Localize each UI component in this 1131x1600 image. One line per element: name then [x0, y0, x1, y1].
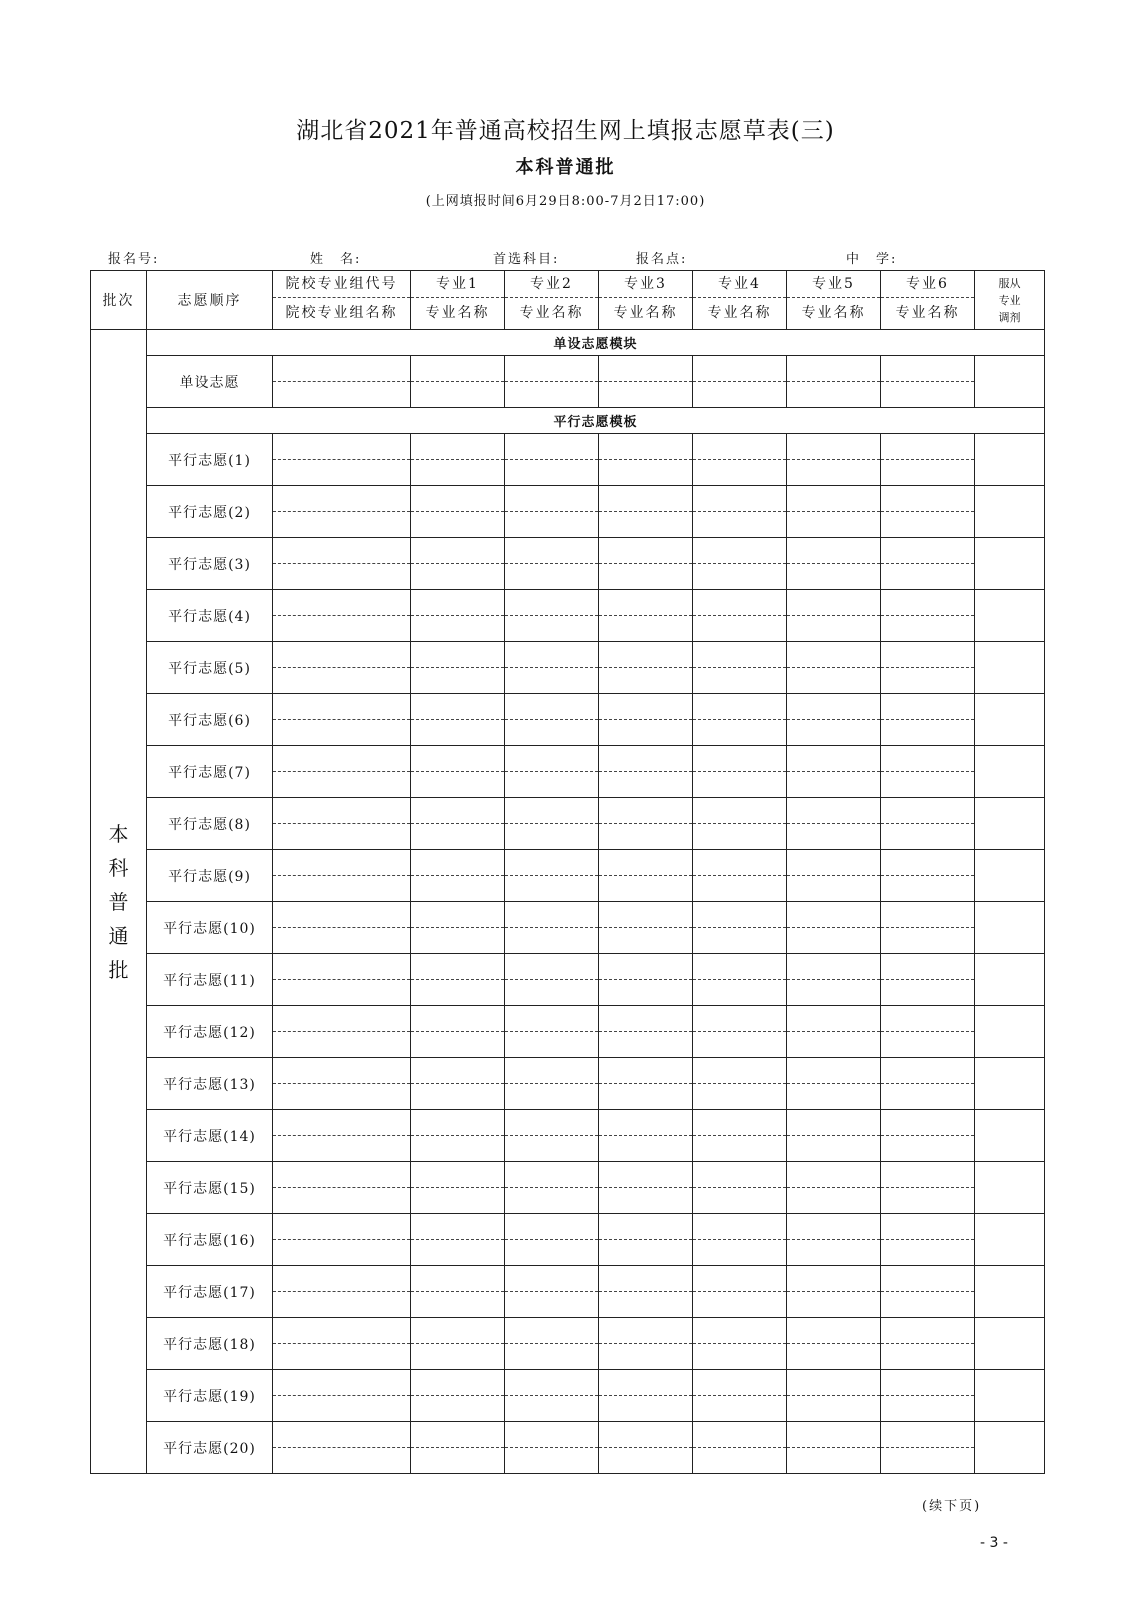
form-title: 湖北省2021年普通高校招生网上填报志愿草表(三) — [296, 118, 835, 144]
parallel-preference-label: 平行志愿(17) — [147, 1266, 273, 1318]
group-input-cell[interactable] — [273, 642, 411, 694]
major-input-cell[interactable] — [505, 538, 599, 590]
major-input-cell[interactable] — [599, 850, 693, 902]
major-input-cell[interactable] — [693, 850, 787, 902]
group-input-cell[interactable] — [273, 590, 411, 642]
major-input-cell[interactable] — [881, 694, 975, 746]
parallel-preference-row — [91, 1162, 1045, 1214]
obey-adjust-header: 服从专业调剂 — [975, 271, 1045, 330]
parallel-preference-row — [91, 1110, 1045, 1162]
major-input-cell[interactable] — [881, 1162, 975, 1214]
major-input-cell[interactable] — [881, 642, 975, 694]
group-input-cell[interactable] — [273, 356, 411, 408]
school-label: 中 学: — [846, 252, 898, 267]
parallel-preference-label: 平行志愿(14) — [147, 1110, 273, 1162]
major-input-cell[interactable] — [599, 746, 693, 798]
major-input-cell[interactable] — [693, 486, 787, 538]
major-input-cell[interactable] — [881, 486, 975, 538]
major-input-cell[interactable] — [505, 694, 599, 746]
parallel-preference-label: 平行志愿(19) — [147, 1370, 273, 1422]
reg-no-label: 报名号: — [108, 252, 160, 267]
major-input-cell[interactable] — [505, 642, 599, 694]
major-input-cell[interactable] — [411, 1370, 505, 1422]
major-input-cell[interactable] — [881, 1266, 975, 1318]
major-input-cell[interactable] — [787, 356, 881, 408]
subject-label: 首选科目: — [493, 252, 560, 267]
parallel-preference-label: 平行志愿(12) — [147, 1006, 273, 1058]
parallel-preference-row — [91, 1266, 1045, 1318]
major-input-cell[interactable] — [505, 1370, 599, 1422]
major-input-cell[interactable] — [505, 590, 599, 642]
major-input-cell[interactable] — [881, 798, 975, 850]
parallel-preference-label: 平行志愿(5) — [147, 642, 273, 694]
major-input-cell[interactable] — [693, 798, 787, 850]
major-input-cell[interactable] — [599, 798, 693, 850]
parallel-preference-label: 平行志愿(15) — [147, 1162, 273, 1214]
major-input-cell[interactable] — [411, 1266, 505, 1318]
major-input-cell[interactable] — [787, 1006, 881, 1058]
group-input-cell[interactable] — [273, 1006, 411, 1058]
group-input-cell[interactable] — [273, 1370, 411, 1422]
obey-adjust-cell[interactable] — [975, 1266, 1045, 1318]
group-input-cell[interactable] — [273, 434, 411, 486]
obey-adjust-cell[interactable] — [975, 356, 1045, 408]
major-3-header: 专业3 专业名称 — [599, 271, 693, 330]
major-input-cell[interactable] — [505, 1006, 599, 1058]
parallel-preference-row — [91, 1214, 1045, 1266]
filing-period: (上网填报时间6月29日8:00-7月2日17:00) — [425, 194, 706, 209]
major-input-cell[interactable] — [505, 1058, 599, 1110]
obey-adjust-cell[interactable] — [975, 1162, 1045, 1214]
parallel-preference-row — [91, 1370, 1045, 1422]
major-input-cell[interactable] — [505, 486, 599, 538]
major-input-cell[interactable] — [411, 538, 505, 590]
parallel-preference-row — [91, 902, 1045, 954]
obey-adjust-cell[interactable] — [975, 434, 1045, 486]
group-header — [273, 271, 411, 330]
parallel-preference-row — [91, 746, 1045, 798]
major-input-cell[interactable] — [411, 434, 505, 486]
major-input-cell[interactable] — [599, 1318, 693, 1370]
major-input-cell[interactable] — [411, 694, 505, 746]
major-input-cell[interactable] — [787, 1110, 881, 1162]
major-4-header: 专业4 专业名称 — [693, 271, 787, 330]
major-input-cell[interactable] — [505, 1318, 599, 1370]
parallel-preference-row — [91, 642, 1045, 694]
obey-adjust-cell[interactable] — [975, 538, 1045, 590]
group-input-cell[interactable] — [273, 1318, 411, 1370]
obey-adjust-cell[interactable] — [975, 746, 1045, 798]
major-input-cell[interactable] — [881, 902, 975, 954]
parallel-preference-label: 平行志愿(16) — [147, 1214, 273, 1266]
continued-note: (续下页) — [922, 1499, 982, 1514]
obey-adjust-cell[interactable] — [975, 694, 1045, 746]
major-5-header: 专业5 专业名称 — [787, 271, 881, 330]
major-input-cell[interactable] — [411, 1058, 505, 1110]
major-input-cell[interactable] — [881, 538, 975, 590]
major-input-cell[interactable] — [505, 1110, 599, 1162]
obey-adjust-cell[interactable] — [975, 1422, 1045, 1474]
major-input-cell[interactable] — [693, 1162, 787, 1214]
major-input-cell[interactable] — [881, 434, 975, 486]
major-input-cell[interactable] — [881, 1006, 975, 1058]
major-input-cell[interactable] — [693, 1110, 787, 1162]
major-input-cell[interactable] — [787, 1266, 881, 1318]
major-input-cell[interactable] — [881, 356, 975, 408]
major-input-cell[interactable] — [787, 850, 881, 902]
major-input-cell[interactable] — [881, 954, 975, 1006]
major-input-cell[interactable] — [787, 434, 881, 486]
obey-adjust-cell[interactable] — [975, 850, 1045, 902]
major-input-cell[interactable] — [411, 954, 505, 1006]
single-module-title: 单设志愿模块 — [147, 330, 1045, 356]
major-input-cell[interactable] — [599, 538, 693, 590]
major-input-cell[interactable] — [411, 1006, 505, 1058]
obey-adjust-cell[interactable] — [975, 954, 1045, 1006]
group-input-cell[interactable] — [273, 850, 411, 902]
major-input-cell[interactable] — [787, 1162, 881, 1214]
parallel-preference-row — [91, 694, 1045, 746]
page-number: - 3 - — [980, 1535, 1008, 1551]
batch-cell — [91, 330, 147, 1474]
obey-adjust-cell[interactable] — [975, 486, 1045, 538]
name-label: 姓 名: — [310, 252, 362, 267]
major-input-cell[interactable] — [599, 1110, 693, 1162]
obey-adjust-cell[interactable] — [975, 902, 1045, 954]
obey-adjust-cell[interactable] — [975, 1214, 1045, 1266]
parallel-preference-row — [91, 1422, 1045, 1474]
major-input-cell[interactable] — [411, 590, 505, 642]
parallel-preference-label: 平行志愿(2) — [147, 486, 273, 538]
major-input-cell[interactable] — [881, 1110, 975, 1162]
major-input-cell[interactable] — [693, 590, 787, 642]
major-input-cell[interactable] — [411, 1162, 505, 1214]
major-input-cell[interactable] — [787, 902, 881, 954]
major-input-cell[interactable] — [599, 434, 693, 486]
major-input-cell[interactable] — [599, 1214, 693, 1266]
major-input-cell[interactable] — [787, 798, 881, 850]
obey-adjust-cell[interactable] — [975, 1318, 1045, 1370]
parallel-preference-label: 平行志愿(9) — [147, 850, 273, 902]
major-input-cell[interactable] — [693, 746, 787, 798]
major-input-cell[interactable] — [787, 1214, 881, 1266]
single-module-row — [91, 330, 1045, 356]
major-input-cell[interactable] — [599, 356, 693, 408]
major-input-cell[interactable] — [505, 954, 599, 1006]
obey-adjust-cell[interactable] — [975, 1370, 1045, 1422]
major-input-cell[interactable] — [505, 356, 599, 408]
parallel-preference-label: 平行志愿(11) — [147, 954, 273, 1006]
major-input-cell[interactable] — [505, 1214, 599, 1266]
parallel-preference-label: 平行志愿(4) — [147, 590, 273, 642]
major-2-header: 专业2 专业名称 — [505, 271, 599, 330]
major-input-cell[interactable] — [693, 642, 787, 694]
major-input-cell[interactable] — [693, 1266, 787, 1318]
parallel-preference-label: 平行志愿(10) — [147, 902, 273, 954]
major-input-cell[interactable] — [693, 1006, 787, 1058]
parallel-module-title: 平行志愿模板 — [147, 408, 1045, 434]
major-input-cell[interactable] — [411, 850, 505, 902]
major-input-cell[interactable] — [505, 1162, 599, 1214]
major-input-cell[interactable] — [505, 902, 599, 954]
parallel-preference-label: 平行志愿(13) — [147, 1058, 273, 1110]
major-input-cell[interactable] — [599, 1422, 693, 1474]
obey-adjust-cell[interactable] — [975, 798, 1045, 850]
single-preference-row — [91, 356, 1045, 408]
major-input-cell[interactable] — [881, 1422, 975, 1474]
major-input-cell[interactable] — [693, 1422, 787, 1474]
parallel-preference-label: 平行志愿(1) — [147, 434, 273, 486]
major-input-cell[interactable] — [505, 798, 599, 850]
major-input-cell[interactable] — [787, 590, 881, 642]
group-name-header: 院校专业组名称 — [285, 305, 398, 321]
major-input-cell[interactable] — [881, 1318, 975, 1370]
parallel-preference-label: 平行志愿(3) — [147, 538, 273, 590]
major-input-cell[interactable] — [599, 1162, 693, 1214]
major-input-cell[interactable] — [693, 954, 787, 1006]
order-header: 志愿顺序 — [147, 271, 273, 330]
major-input-cell[interactable] — [411, 1214, 505, 1266]
major-input-cell[interactable] — [411, 1422, 505, 1474]
obey-adjust-cell[interactable] — [975, 1110, 1045, 1162]
major-input-cell[interactable] — [599, 954, 693, 1006]
major-input-cell[interactable] — [505, 1266, 599, 1318]
major-input-cell[interactable] — [599, 590, 693, 642]
parallel-preference-row — [91, 590, 1045, 642]
major-input-cell[interactable] — [693, 1058, 787, 1110]
group-input-cell[interactable] — [273, 1162, 411, 1214]
major-input-cell[interactable] — [787, 1370, 881, 1422]
major-input-cell[interactable] — [411, 642, 505, 694]
major-input-cell[interactable] — [787, 486, 881, 538]
major-input-cell[interactable] — [693, 434, 787, 486]
obey-adjust-cell[interactable] — [975, 642, 1045, 694]
parallel-module-row — [91, 408, 1045, 434]
major-input-cell[interactable] — [411, 902, 505, 954]
major-input-cell[interactable] — [599, 1058, 693, 1110]
major-input-cell[interactable] — [881, 850, 975, 902]
major-input-cell[interactable] — [693, 1318, 787, 1370]
major-input-cell[interactable] — [411, 1110, 505, 1162]
major-input-cell[interactable] — [411, 356, 505, 408]
header-row — [91, 271, 1045, 330]
parallel-preference-label: 平行志愿(20) — [147, 1422, 273, 1474]
parallel-preference-row — [91, 1006, 1045, 1058]
major-1-header: 专业1 专业名称 — [411, 271, 505, 330]
parallel-preference-row — [91, 954, 1045, 1006]
parallel-preference-row — [91, 1318, 1045, 1370]
major-input-cell[interactable] — [411, 798, 505, 850]
major-input-cell[interactable] — [787, 694, 881, 746]
group-input-cell[interactable] — [273, 1214, 411, 1266]
group-input-cell[interactable] — [273, 694, 411, 746]
major-input-cell[interactable] — [599, 694, 693, 746]
major-input-cell[interactable] — [693, 538, 787, 590]
major-input-cell[interactable] — [787, 1318, 881, 1370]
batch-label: 本 科 普 通 批 — [108, 821, 129, 982]
major-input-cell[interactable] — [411, 1318, 505, 1370]
obey-adjust-cell[interactable] — [975, 1058, 1045, 1110]
group-input-cell[interactable] — [273, 798, 411, 850]
major-input-cell[interactable] — [411, 486, 505, 538]
preference-table — [90, 270, 1045, 1474]
parallel-preference-row — [91, 434, 1045, 486]
major-input-cell[interactable] — [599, 486, 693, 538]
major-input-cell[interactable] — [599, 1006, 693, 1058]
major-input-cell[interactable] — [881, 590, 975, 642]
parallel-preference-row — [91, 1058, 1045, 1110]
group-input-cell[interactable] — [273, 538, 411, 590]
major-input-cell[interactable] — [693, 694, 787, 746]
major-input-cell[interactable] — [787, 538, 881, 590]
group-input-cell[interactable] — [273, 746, 411, 798]
group-input-cell[interactable] — [273, 1110, 411, 1162]
parallel-preference-row — [91, 798, 1045, 850]
single-preference-label: 单设志愿 — [147, 356, 273, 408]
major-input-cell[interactable] — [693, 356, 787, 408]
major-input-cell[interactable] — [881, 746, 975, 798]
parallel-preference-row — [91, 850, 1045, 902]
parallel-preference-row — [91, 538, 1045, 590]
major-input-cell[interactable] — [599, 1370, 693, 1422]
group-input-cell[interactable] — [273, 1058, 411, 1110]
major-input-cell[interactable] — [787, 954, 881, 1006]
group-input-cell[interactable] — [273, 486, 411, 538]
form-subtitle: 本科普通批 — [515, 157, 616, 178]
group-input-cell[interactable] — [273, 1422, 411, 1474]
major-input-cell[interactable] — [787, 1422, 881, 1474]
batch-header: 批次 — [91, 271, 147, 330]
major-input-cell[interactable] — [599, 642, 693, 694]
group-code-header: 院校专业组代号 — [273, 271, 410, 298]
major-input-cell[interactable] — [787, 1058, 881, 1110]
major-input-cell[interactable] — [881, 1214, 975, 1266]
major-input-cell[interactable] — [505, 1422, 599, 1474]
obey-adjust-cell[interactable] — [975, 590, 1045, 642]
major-input-cell[interactable] — [693, 1370, 787, 1422]
parallel-preference-label: 平行志愿(7) — [147, 746, 273, 798]
major-input-cell[interactable] — [505, 434, 599, 486]
major-input-cell[interactable] — [881, 1058, 975, 1110]
major-input-cell[interactable] — [599, 1266, 693, 1318]
parallel-preference-row — [91, 486, 1045, 538]
parallel-preference-label: 平行志愿(8) — [147, 798, 273, 850]
major-input-cell[interactable] — [881, 1370, 975, 1422]
major-input-cell[interactable] — [787, 746, 881, 798]
parallel-preference-label: 平行志愿(18) — [147, 1318, 273, 1370]
obey-adjust-cell[interactable] — [975, 1006, 1045, 1058]
group-input-cell[interactable] — [273, 954, 411, 1006]
group-input-cell[interactable] — [273, 902, 411, 954]
parallel-preference-label: 平行志愿(6) — [147, 694, 273, 746]
major-input-cell[interactable] — [693, 1214, 787, 1266]
site-label: 报名点: — [636, 252, 688, 267]
major-input-cell[interactable] — [505, 746, 599, 798]
group-input-cell[interactable] — [273, 1266, 411, 1318]
major-input-cell[interactable] — [787, 642, 881, 694]
major-input-cell[interactable] — [411, 746, 505, 798]
major-input-cell[interactable] — [505, 850, 599, 902]
major-input-cell[interactable] — [599, 902, 693, 954]
major-input-cell[interactable] — [693, 902, 787, 954]
major-6-header: 专业6 专业名称 — [881, 271, 975, 330]
